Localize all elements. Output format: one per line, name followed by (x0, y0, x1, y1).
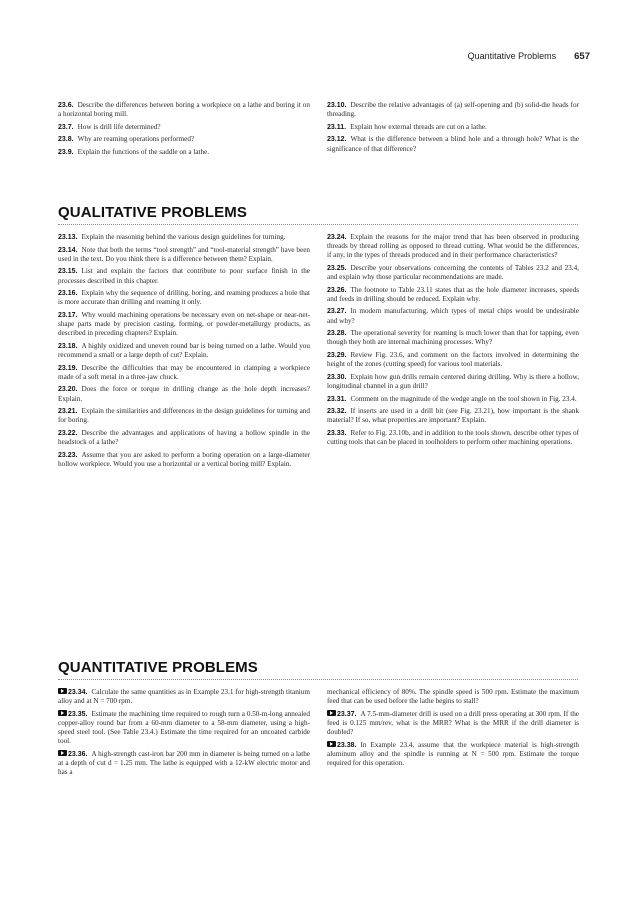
question-item: 23.30. Explain how gun drills remain centered during drilling. Why is there a hollow, longitudinal channel in a gun drill? (327, 372, 579, 390)
qualitative-section-title: QUALITATIVE PROBLEMS (58, 204, 247, 221)
question-item: 23.32. If inserts are used in a drill bit (see Fig. 23.21), how important is the shank material? If so, what properties are important? Explain. (327, 407, 579, 425)
quantitative-left-column (58, 688, 310, 781)
question-item: 23.34. Calculate the same quantities as in Example 23.1 for high-strength titanium alloy and at N = 700 rpm. (58, 688, 310, 706)
quantitative-right-column (327, 688, 579, 772)
qualitative-left-column (58, 233, 310, 473)
question-item: 23.35. Estimate the machining time required to rough turn a 0.50-m-long annealed copper-alloy round bar from a 60-mm diameter to a 58-mm diameter, using a high-speed steel tool. (See Table 23.4.) Estimate the time required for an uncoated carbide tool. (58, 709, 310, 746)
question-item: 23.13. Explain the reasoning behind the various design guidelines for turning. (58, 233, 286, 241)
solution-video-icon (327, 741, 336, 747)
question-item: 23.38. In Example 23.4, assume that the workpiece material is high-strength aluminum alloy and the spindle is running at N = 500 rpm. Estimate the torque required for this operation. (327, 740, 579, 767)
question-item: 23.37. A 7.5-mm-diameter drill is used on a drill press operating at 300 rpm. If the feed is 0.125 mm/rev, what is the MRR? What is the MRR if the drill diameter is doubled? (327, 709, 579, 736)
question-item: 23.28. The operational severity for reaming is much lower than that for tapping, even though they both are internal machining processes. Why? (327, 329, 579, 347)
solution-video-icon (327, 710, 336, 716)
question-item: 23.22. Describe the advantages and applications of having a hollow spindle in the headstock of a lathe? (58, 429, 310, 447)
question-item: 23.20. Does the force or torque in drilling change as the hole depth increases? Explain. (58, 385, 310, 403)
question-item: 23.7. How is drill life determined? (58, 122, 161, 131)
question-item: 23.36. A high-strength cast-iron bar 200 mm in diameter is being turned on a lathe at a depth of cut d = 1.25 mm. The lathe is equipped with a 12-kW electric motor and has a (58, 749, 310, 776)
question-item: 23.11. Explain how external threads are cut on a lathe. (327, 122, 487, 131)
question-continuation: mechanical efficiency of 80%. The spindle speed is 500 rpm. Estimate the maximum feed that can be used before the lathe begins to stall? (327, 688, 579, 706)
section-divider (58, 679, 578, 680)
question-item: 23.12. What is the difference between a blind hole and a through hole? What is the significance of that difference? (327, 135, 579, 153)
question-item: 23.24. Explain the reasons for the major trend that has been observed in producing threads by thread rolling as opposed to thread cutting. What would be the differences, if any, in the types of threads produced and in their performance characteristics? (327, 233, 579, 260)
solution-video-icon (58, 750, 67, 756)
section-divider (58, 224, 578, 225)
solution-video-icon (58, 710, 67, 716)
question-item: 23.17. Why would machining operations be necessary even on net-shape or near-net-shape parts made by precision casting, forming, or powder-metallurgy products, as described in preceding chapters? Explain. (58, 311, 310, 338)
running-header (468, 51, 590, 62)
question-item: 23.27. In modern manufacturing, which types of metal chips would be undesirable and why? (327, 307, 579, 325)
question-item: 23.21. Explain the similarities and differences in the design guidelines for turning and for boring. (58, 407, 310, 425)
question-item: 23.9. Explain the functions of the saddle on a lathe. (58, 148, 210, 157)
question-item: 23.18. A highly oxidized and uneven round bar is being turned on a lathe. Would you recommend a small or a large depth of cut? Explain. (58, 341, 310, 359)
review-questions-left (58, 101, 310, 161)
question-item: 23.8. Why are reaming operations performed? (58, 135, 195, 144)
question-item: 23.15. List and explain the factors that contribute to poor surface finish in the processes described in this chapter. (58, 267, 310, 285)
question-item: 23.29. Review Fig. 23.6, and comment on the factors involved in determining the height of the zones (cutting speed) for various tool materials. (327, 351, 579, 369)
question-item: 23.10. Describe the relative advantages of (a) self-opening and (b) solid-die heads for threading. (327, 101, 579, 119)
question-item: 23.19. Describe the difficulties that may be encountered in clamping a workpiece made of a soft metal in a three-jaw chuck. (58, 363, 310, 381)
question-item: 23.25. Describe your observations concerning the contents of Tables 23.2 and 23.4, and explain why those particular recommendations are made. (327, 263, 579, 281)
question-item: 23.26. The footnote to Table 23.11 states that as the hole diameter increases, speeds and feeds in drilling should be reduced. Explain why. (327, 285, 579, 303)
question-item: 23.16. Explain why the sequence of drilling, boring, and reaming produces a hole that is more accurate than drilling and reaming it only. (58, 289, 310, 307)
question-item: 23.33. Refer to Fig. 23.10b, and in addition to the tools shown, describe other types of cutting tools that can be placed in toolholders to perform other machining operations. (327, 429, 579, 447)
quantitative-section-title: QUANTITATIVE PROBLEMS (58, 659, 258, 676)
review-questions-right (327, 101, 579, 157)
qualitative-right-column (327, 233, 579, 451)
question-item: 23.23. Assume that you are asked to perform a boring operation on a large-diameter hollow workpiece. Would you use a horizontal or a vertical boring mill? Explain. (58, 450, 310, 468)
question-item: 23.14. Note that both the terms “tool strength” and “tool-material strength” have been used in the text. Do you think there is a difference between them? Explain. (58, 245, 310, 263)
running-title: Quantitative Problems (467, 51, 557, 61)
page-number: 657 (574, 51, 590, 62)
question-item: 23.31. Comment on the magnitude of the wedge angle on the tool shown in Fig. 23.4. (327, 394, 577, 403)
question-item: 23.6. Describe the differences between boring a workpiece on a lathe and boring it on a horizontal boring mill. (58, 101, 310, 119)
solution-video-icon (58, 688, 67, 694)
